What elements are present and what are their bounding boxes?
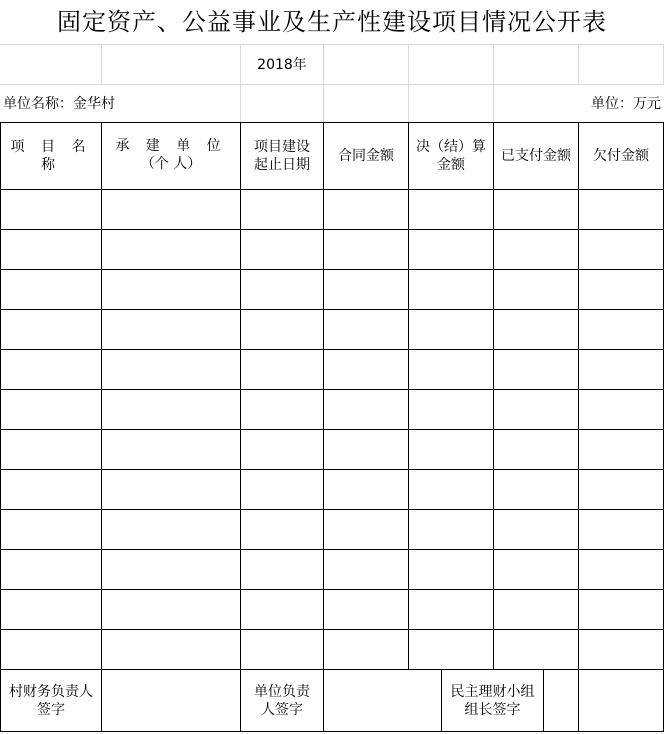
header-contractor	[102, 123, 240, 189]
group-signature-line2: 组长签字	[464, 701, 521, 718]
header-project-name: 项 目 名 称	[10, 139, 92, 173]
header-settlement-line1: 决（结）算	[416, 139, 486, 155]
header-contractor-line1: 承 建 单 位	[115, 138, 227, 154]
header-dates-line1: 项目建设	[254, 139, 310, 155]
page-title: 固定资产、公益事业及生产性建设项目情况公开表	[57, 8, 607, 36]
unit-label: 单位：万元	[591, 95, 661, 112]
unit-name-label: 单位名称：金华村	[3, 95, 115, 112]
year-label: 2018年	[257, 56, 307, 73]
finance-signature-label	[1, 670, 101, 731]
group-signature-line1: 民主理财小组	[450, 683, 535, 700]
header-owed: 欠付金额	[593, 148, 649, 164]
header-dates-line2: 起止日期	[254, 157, 310, 173]
unit-head-signature-label	[241, 670, 323, 731]
header-contract-amount: 合同金额	[338, 148, 394, 164]
unit-head-signature-line1: 单位负责	[254, 683, 310, 700]
group-signature-label	[442, 670, 543, 731]
header-settlement	[409, 123, 493, 189]
finance-signature-line2: 签字	[37, 701, 65, 718]
header-settlement-line2: 金额	[437, 157, 465, 173]
finance-signature-line1: 村财务负责人	[9, 683, 93, 700]
header-contractor-line2: （个 人）	[140, 156, 202, 172]
unit-head-signature-line2: 人签字	[261, 701, 303, 718]
header-paid: 已支付金额	[501, 148, 571, 164]
header-dates	[241, 123, 323, 189]
